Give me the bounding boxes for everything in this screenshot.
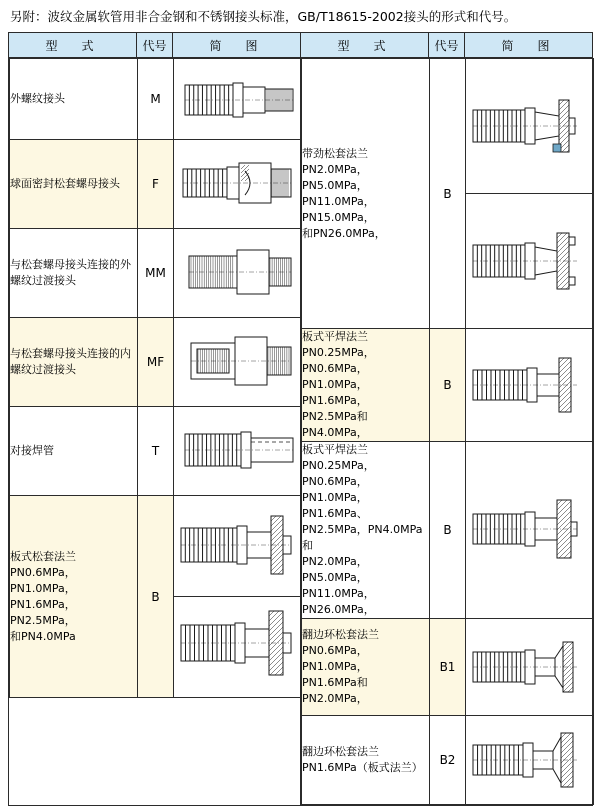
plate-loose-flange-diagram-bottom <box>174 597 301 697</box>
ribbed-loose-flange-diagram-top <box>466 59 593 194</box>
type-line: PN0.6MPa，PN1.0MPa， <box>10 565 76 595</box>
male-thread-fitting-diagram <box>174 59 302 140</box>
left-code-cell-1: F <box>138 140 174 229</box>
table-content-row <box>9 58 593 806</box>
table-header-row <box>9 33 593 58</box>
left-type-cell-2 <box>10 229 138 318</box>
type-line: PN0.25MPa，PN0.6MPa， <box>302 346 375 375</box>
type-line: 和PN4.0MPa <box>10 629 76 643</box>
table-row <box>302 442 594 619</box>
type-line: PN2.5MPa，PN4.0MPa和 <box>302 523 423 552</box>
fittings-table <box>8 32 593 806</box>
type-line: 板式平焊法兰 <box>302 443 368 456</box>
right-type-cell-3 <box>302 619 430 716</box>
right-code-cell-0: B <box>430 59 466 329</box>
left-type-cell-3 <box>10 318 138 407</box>
table-row <box>302 59 594 329</box>
right-type-cell-4 <box>302 716 430 805</box>
spherical-seal-union-nut-diagram <box>174 140 302 229</box>
page-title: 另附：波纹金属软管用非合金钢和不锈钢接头标准，GB/T18615-2002接头的形式和代号。 <box>10 9 517 24</box>
right-code-cell-3: B1 <box>430 619 466 716</box>
right-type-cell-1 <box>302 329 430 442</box>
type-line: PN2.5MPa和PN4.0MPa， <box>302 410 368 439</box>
table-row <box>302 716 594 805</box>
male-thread-adapter-diagram <box>174 229 302 318</box>
plate-loose-flange-diagram-top <box>174 496 301 597</box>
left-code-cell-4: T <box>138 407 174 496</box>
right-type-cell-0 <box>302 59 430 329</box>
table-body <box>9 58 593 806</box>
female-thread-adapter-diagram <box>174 318 302 407</box>
left-type-cell-0 <box>10 59 138 140</box>
left-code-cell-5: B <box>138 496 174 698</box>
type-line: PN11.0MPa，PN15.0MPa， <box>302 194 375 224</box>
type-line: 和PN26.0MPa， <box>302 226 386 240</box>
ribbed-loose-flange-diagram <box>466 59 594 329</box>
left-section <box>9 58 301 806</box>
lap-joint-flange-diagram <box>466 619 594 716</box>
type-line: PN11.0MPa，PN26.0MPa， <box>302 587 375 616</box>
right-type-cell-2 <box>302 442 430 619</box>
header-code-left: 代号 <box>137 33 173 58</box>
table-row <box>302 329 594 442</box>
header-diagram-left: 简 图 <box>173 33 301 58</box>
right-code-cell-1: B <box>430 329 466 442</box>
type-line: PN1.0MPa，PN1.6MPa、 <box>302 491 368 520</box>
header-type-right: 型 式 <box>301 33 429 58</box>
type-line: 外螺纹接头 <box>10 92 65 105</box>
type-line: 与松套螺母接头连接的内螺纹过渡接头 <box>10 347 131 376</box>
type-line: PN0.6MPa，PN1.0MPa， <box>302 644 368 673</box>
right-code-cell-2: B <box>430 442 466 619</box>
ribbed-loose-flange-diagram-bottom <box>466 194 593 328</box>
left-code-cell-2: MM <box>138 229 174 318</box>
plate-loose-flange-diagram <box>174 496 302 698</box>
table-row <box>10 318 302 407</box>
left-type-cell-1 <box>10 140 138 229</box>
header-type-left: 型 式 <box>9 33 137 58</box>
table-row <box>10 229 302 318</box>
table-row <box>10 407 302 496</box>
table-row <box>10 140 302 229</box>
type-line: 与松套螺母接头连接的外螺纹过渡接头 <box>10 258 131 287</box>
plate-slip-on-flange-diagram <box>466 329 594 442</box>
type-line: 板式松套法兰 <box>10 549 76 563</box>
header-diagram-right: 简 图 <box>465 33 593 58</box>
type-line: 球面密封松套螺母接头 <box>10 177 120 190</box>
type-line: 翻边环松套法兰 <box>302 628 379 641</box>
butt-weld-pipe-diagram <box>174 407 302 496</box>
type-line: PN2.0MPa，PN5.0MPa， <box>302 555 368 584</box>
type-line: PN1.6MPa，PN2.5MPa， <box>10 597 76 627</box>
table-row <box>10 496 302 698</box>
table-row <box>302 619 594 716</box>
lap-joint-flange-b2-diagram <box>466 716 594 805</box>
type-line: 对接焊管 <box>10 444 54 457</box>
type-line: PN1.6MPa（板式法兰） <box>302 761 423 774</box>
header-code-right: 代号 <box>429 33 465 58</box>
right-section <box>301 58 593 806</box>
type-line: PN0.25MPa，PN0.6MPa， <box>302 459 375 488</box>
table-row <box>10 59 302 140</box>
left-type-cell-4 <box>10 407 138 496</box>
type-line: 带劲松套法兰 <box>302 146 368 160</box>
type-line: PN1.0MPa，PN1.6MPa， <box>302 378 368 407</box>
type-line: PN1.6MPa和PN2.0MPa， <box>302 676 368 705</box>
type-line: 翻边环松套法兰 <box>302 745 379 758</box>
left-type-cell-5 <box>10 496 138 698</box>
left-code-cell-0: M <box>138 59 174 140</box>
plate-slip-on-flange-2-diagram <box>466 442 594 619</box>
type-line: PN2.0MPa，PN5.0MPa， <box>302 162 368 192</box>
right-code-cell-4: B2 <box>430 716 466 805</box>
left-code-cell-3: MF <box>138 318 174 407</box>
type-line: 板式平焊法兰 <box>302 330 368 343</box>
